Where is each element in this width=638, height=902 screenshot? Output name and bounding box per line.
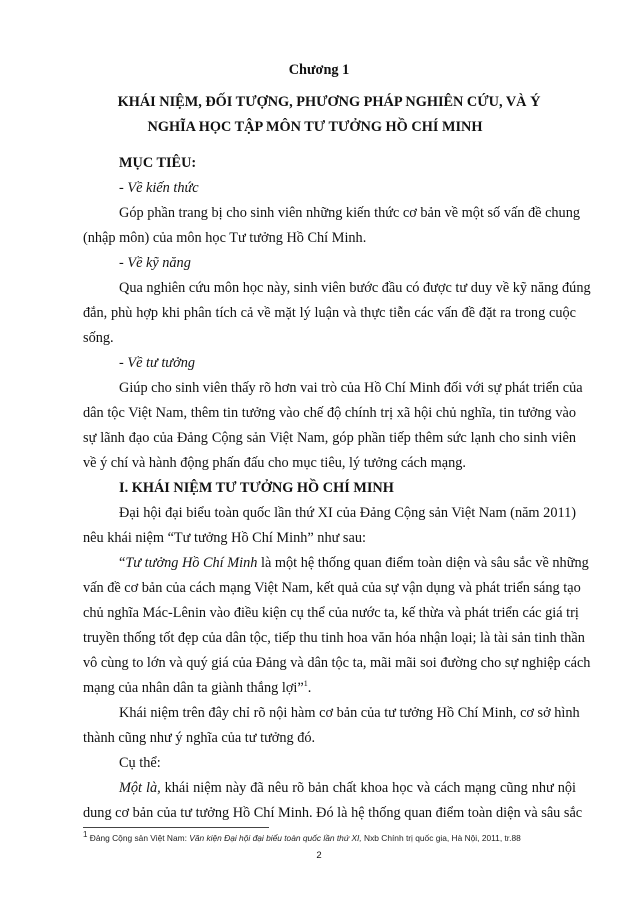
quote-line-6-text: mạng của nhân dân ta giành thắng lợi” — [83, 680, 304, 696]
chapter-number: Chương 1 — [288, 62, 350, 78]
specific-label: Cụ thể: — [119, 755, 161, 771]
page-number: 2 — [316, 850, 322, 861]
first-point-line-2: dung cơ bản của tư tưởng Hồ Chí Minh. Đó là hệ thống quan điểm toàn diện và sâu sắc — [83, 805, 583, 821]
section-p1-line-1: Đại hội đại biểu toàn quốc lần thứ XI của Đảng Cộng sản Việt Nam (năm 2011) — [119, 505, 576, 521]
section-p3-line-2: thành cũng như ý nghĩa của tư tưởng đó. — [83, 730, 316, 746]
first-point-label: Một là, — [119, 780, 161, 796]
skills-label: - Về kỹ năng — [119, 255, 191, 271]
section-p3-line-1: Khái niệm trên đây chỉ rõ nội hàm cơ bản của tư tưởng Hồ Chí Minh, cơ sở hình — [119, 705, 580, 721]
chapter-title-line2: NGHĨA HỌC TẬP MÔN TƯ TƯỞNG HỒ CHÍ MINH — [147, 119, 483, 135]
section-heading: I. KHÁI NIỆM TƯ TƯỞNG HỒ CHÍ MINH — [119, 480, 394, 496]
footnote-reference[interactable]: 1 — [303, 679, 308, 689]
footnote-mark: 1 — [83, 830, 88, 840]
footnote-author: Đảng Cộng sản Việt Nam: — [87, 833, 190, 843]
first-point-line-1 — [119, 780, 576, 797]
objectives-heading: MỤC TIÊU: — [119, 155, 197, 171]
ideology-label: - Về tư tưởng — [119, 355, 196, 371]
quote-open-mark: “ — [119, 555, 126, 571]
quote-term: Tư tưởng Hồ Chí Minh — [125, 555, 258, 571]
quote-line-3: chủ nghĩa Mác-Lênin vào điều kiện cụ thể của nước ta, kế thừa và phát triển các giá trị — [83, 605, 579, 621]
footnote-rest: Nxb Chính trị quốc gia, Hà Nội, 2011, tr.88 — [361, 833, 521, 843]
ideology-line-4: về ý chí và hành động phấn đấu cho mục tiêu, lý tưởng cách mạng. — [83, 455, 466, 471]
skills-line-2: đắn, phù hợp khi phân tích cả về mặt lý luận và thực tiễn các vấn đề đặt ra trong cuộc — [83, 305, 576, 321]
ideology-line-1: Giúp cho sinh viên thấy rõ hơn vai trò của Hồ Chí Minh đối với sự phát triển của — [119, 380, 583, 396]
quote-line-1 — [119, 555, 589, 572]
quote-line-2: vấn đề cơ bản của cách mạng Việt Nam, kết quả của sự vận dụng và phát triển sáng tạo — [83, 580, 581, 596]
first-point-line-1-rest: khái niệm này đã nêu rõ bản chất khoa học và cách mạng cũng như nội — [160, 780, 576, 796]
knowledge-label: - Về kiến thức — [119, 180, 199, 196]
skills-line-1: Qua nghiên cứu môn học này, sinh viên bước đầu có được tư duy về kỹ năng đúng — [119, 280, 591, 296]
quote-line-6 — [83, 680, 311, 697]
ideology-line-3: sự lãnh đạo của Đảng Cộng sản Việt Nam, góp phần tiếp thêm sức lạnh cho sinh viên — [83, 430, 576, 446]
section-p1-line-2: nêu khái niệm “Tư tưởng Hồ Chí Minh” như sau: — [83, 530, 366, 546]
footnote-separator — [83, 827, 269, 828]
quote-line-1-rest: là một hệ thống quan điểm toàn diện và sâu sắc về những — [257, 555, 589, 571]
knowledge-line-2: (nhập môn) của môn học Tư tưởng Hồ Chí Minh. — [83, 230, 367, 246]
knowledge-line-1: Góp phần trang bị cho sinh viên những kiến thức cơ bản về một số vấn đề chung — [119, 205, 581, 221]
quote-end: . — [307, 680, 312, 696]
footnote-text — [83, 830, 521, 843]
skills-line-3: sống. — [83, 330, 114, 346]
chapter-title-line1: KHÁI NIỆM, ĐỐI TƯỢNG, PHƯƠNG PHÁP NGHIÊN CỨU, VÀ Ý — [117, 94, 541, 110]
quote-line-4: truyền thống tốt đẹp của dân tộc, tiếp thu tinh hoa văn hóa nhận loại; là tài sản tinh thần — [83, 630, 585, 646]
ideology-line-2: dân tộc Việt Nam, thêm tin tưởng vào chế độ chính trị xã hội chủ nghĩa, tin tưởng vào — [83, 405, 576, 421]
footnote-title: Văn kiện Đại hội đại biểu toàn quốc lần thứ XI, — [189, 833, 362, 843]
quote-line-5: vô cùng to lớn và quý giá của Đảng và dân tộc ta, mãi mãi soi đường cho sự nghiệp cách — [83, 655, 591, 671]
